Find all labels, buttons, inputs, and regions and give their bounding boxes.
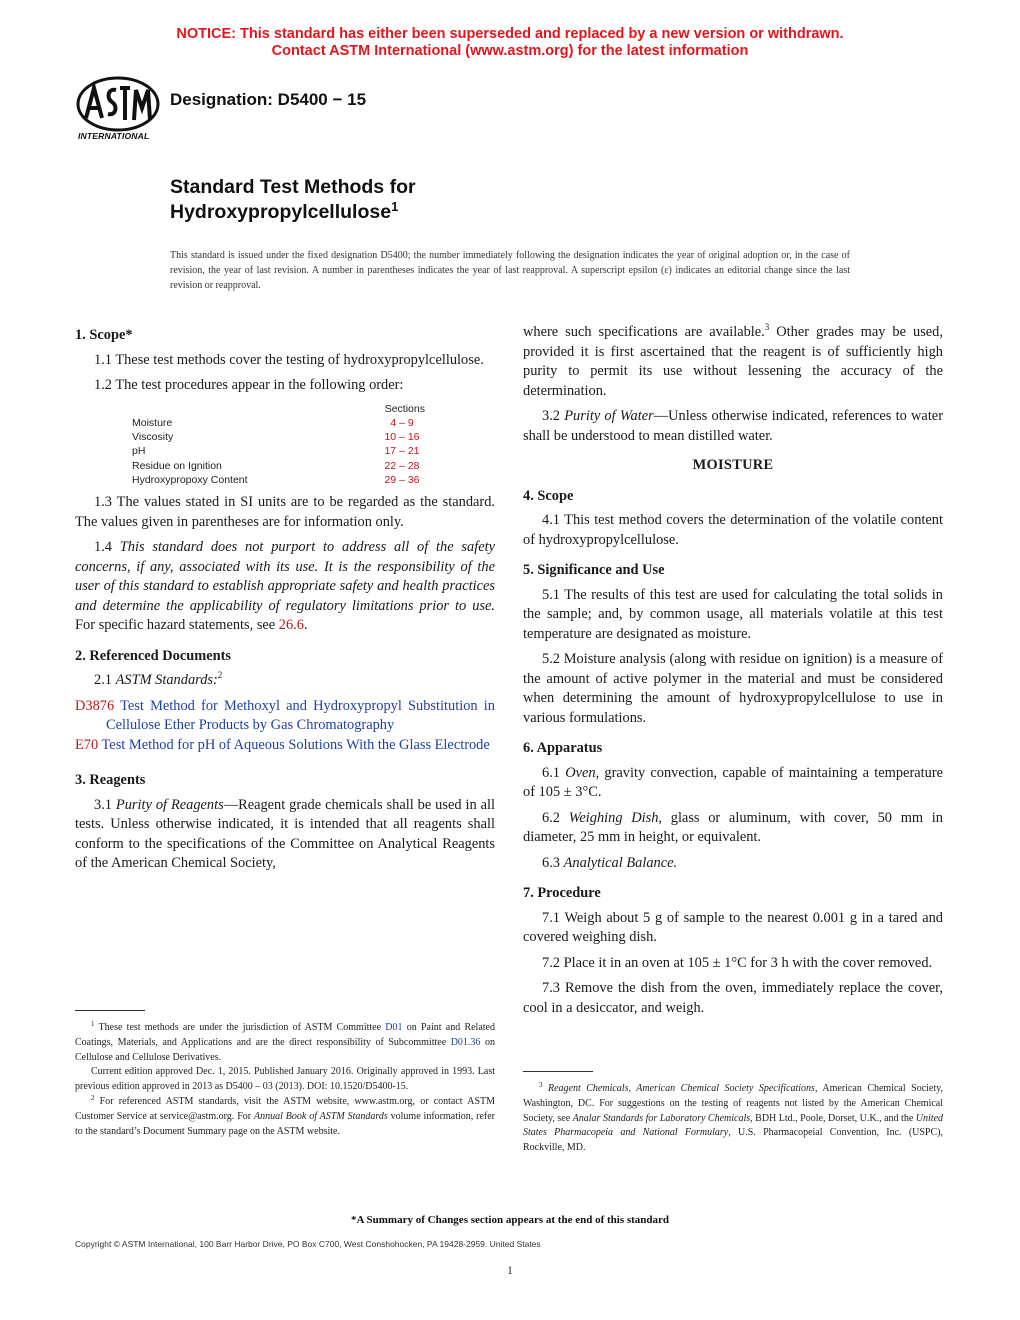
ref-e70-link[interactable]: E70 bbox=[75, 736, 99, 753]
para-2-1: 2.1 ASTM Standards:$^2$ bbox=[94, 670, 223, 689]
ref-d3876-link[interactable]: D3876 bbox=[75, 697, 115, 714]
section-7-heading: 7. Procedure bbox=[523, 885, 601, 901]
footnote-divider-right bbox=[523, 1071, 593, 1072]
section-2-heading: 2. Referenced Documents bbox=[75, 647, 231, 664]
table-row: pH 17 – 21 bbox=[132, 444, 432, 458]
footnote-1: $^1$ These test methods are under the jurisdiction of ASTM Committee D01 on Paint and Related Coatings, Materials, and Applications and are the direct responsibility of Subcommittee D01.36 on Cellulose and Cellulose Derivatives. bbox=[75, 1020, 496, 1063]
designation: Designation: D5400 − 15 bbox=[170, 90, 367, 109]
para-3-1-continued: where such specifications are available.$^3$ Other grades may be used, provided it is first ascertained that the reagent is of sufficiently high purity to permit its use without lessening the accuracy of the determination. bbox=[523, 322, 943, 399]
para-3-2: 3.2 Purity of Water—Unless otherwise indicated, references to water shall be understood to mean distilled water. bbox=[523, 408, 943, 444]
footnotes-right bbox=[523, 1082, 943, 1156]
ref-e70-title[interactable]: Test Method for pH of Aqueous Solutions With the Glass Electrode bbox=[98, 736, 490, 753]
committee-d01-link[interactable]: D01 bbox=[385, 1022, 403, 1033]
section-link[interactable]: 29 – 36 bbox=[384, 473, 420, 486]
summary-of-changes-note: *A Summary of Changes section appears at the end of this standard bbox=[350, 1214, 670, 1226]
subcommittee-d01-36-link[interactable]: D01.36 bbox=[450, 1036, 481, 1048]
reference-d3876 bbox=[75, 697, 495, 736]
section-link[interactable]: 4 – 9 bbox=[390, 416, 414, 429]
para-7-3: 7.3 Remove the dish from the oven, immediately replace the cover, cool in a desiccator, and weigh. bbox=[523, 980, 943, 1016]
right-column bbox=[523, 322, 943, 1024]
title-footnote-ref[interactable]: 1 bbox=[391, 199, 399, 214]
para-4-1: 4.1 This test method covers the determination of the volatile content of hydroxypropylcellulose. bbox=[523, 512, 943, 548]
section-1-heading: 1. Scope* bbox=[75, 327, 133, 343]
footnote-ref-3[interactable]: 3 bbox=[764, 322, 770, 332]
table-row: Viscosity 10 – 16 bbox=[132, 430, 432, 444]
document-title bbox=[170, 175, 416, 225]
para-1-4: 1.4 This standard does not purport to address all of the safety concerns, if any, associated with its use. It is the responsibility of the user of this standard to establish appropriate safety and health practices and determine the applicability of regulatory limitations prior to use. For specific hazard statements, see 26.6. bbox=[75, 539, 495, 634]
moisture-heading: MOISTURE bbox=[692, 457, 774, 473]
footnote-ref-2[interactable]: 2 bbox=[217, 670, 223, 681]
para-6-3: 6.3 Analytical Balance. bbox=[542, 854, 678, 871]
hazard-link[interactable]: 26.6 bbox=[278, 617, 304, 634]
reference-e70 bbox=[75, 736, 495, 756]
section-3-heading: 3. Reagents bbox=[75, 772, 146, 789]
footnote-divider-left bbox=[75, 1010, 145, 1011]
footnote-2: $^2$ For referenced ASTM standards, visit the ASTM website, www.astm.org, or contact ASTM Customer Service at service@astm.org. For Annual Book of ASTM Standards volume information, refer to the standard’s Document Summary page on the ASTM website. bbox=[75, 1093, 495, 1137]
notice-line-2: Contact ASTM International (www.astm.org) for the latest information bbox=[271, 43, 749, 59]
page-number: 1 bbox=[507, 1263, 513, 1277]
section-link[interactable]: 17 – 21 bbox=[384, 445, 420, 458]
ref-d3876-title[interactable]: Test Method for Methoxyl and Hydroxypropyl Substitution in Cellulose Ether Products by Gas Chromatography bbox=[106, 697, 495, 734]
para-6-1: 6.1 Oven, gravity convection, capable of maintaining a temperature of 105 ± 3°C. bbox=[523, 764, 943, 800]
section-5-heading: 5. Significance and Use bbox=[523, 562, 665, 578]
title-line-1: Standard Test Methods for bbox=[170, 176, 416, 198]
footnotes-left bbox=[75, 1021, 495, 1139]
left-column bbox=[75, 322, 495, 880]
footnote-3: $^3$ Reagent Chemicals, American Chemical Society Specifications, American Chemical Society, Washington, DC. For suggestions on the testing of reagents not listed by the American Chemical Society, see Analar Standards for Laboratory Chemicals, BDH Ltd., Poole, Dorset, U.K., and the United States Pharmacopeia and National Formulary, U.S. Pharmacopeial Convention, Inc. (USPC), Rockville, MD. bbox=[523, 1081, 944, 1154]
preamble: This standard is issued under the fixed designation D5400; the number immediately following the designation indicates the year of original adoption or, in the case of revision, the year of last revision. A number in parentheses indicates the year of last reapproval. A superscript epsilon (ε) indicates an editorial change since the last revision or reapproval. bbox=[170, 250, 850, 291]
para-5-2: 5.2 Moisture analysis (along with residue on ignition) is a measure of the amount of active polymer in the material and must be considered when determining the amount of hydroxypropylcellulose to use in various formulations. bbox=[523, 651, 943, 726]
para-1-1: 1.1 These test methods cover the testing of hydroxypropylcellulose. bbox=[94, 351, 484, 368]
para-1-2: 1.2 The test procedures appear in the following order: bbox=[94, 377, 404, 393]
copyright-line: Copyright © ASTM International, 100 Barr Harbor Drive, PO Box C700, West Conshohocken, PA 19428-2959. United States bbox=[75, 1239, 541, 1249]
para-5-1: 5.1 The results of this test are used for calculating the total solids in the sample; and, by common usage, all materials volatile at this test temperature are designated as moisture. bbox=[523, 586, 943, 642]
sections-table bbox=[132, 402, 432, 488]
footnote-1-continued: Current edition approved Dec. 1, 2015. Published January 2016. Originally approved in 1993. Last previous edition approved in 2013 as D5400 – 03 (2013). DOI: 10.1520/D5400-15. bbox=[75, 1066, 495, 1093]
section-link[interactable]: 22 – 28 bbox=[384, 459, 420, 472]
astm-emblem-icon bbox=[72, 76, 164, 132]
section-6-heading: 6. Apparatus bbox=[523, 740, 603, 756]
sections-header: Sections bbox=[384, 402, 425, 415]
notice-line-1: NOTICE: This standard has either been superseded and replaced by a new version or withdrawn. bbox=[176, 26, 844, 42]
para-7-2: 7.2 Place it in an oven at 105 ± 1°C for 3 h with the cover removed. bbox=[542, 954, 933, 971]
para-3-1: 3.1 Purity of Reagents—Reagent grade chemicals shall be used in all tests. Unless otherwise indicated, it is intended that all reagents shall conform to the specifications of the Committee on Analytical Reagents of the American Chemical Society, bbox=[75, 796, 495, 872]
logo-international-text: INTERNATIONAL bbox=[78, 131, 150, 141]
title-line-2: Hydroxypropylcellulose$^1$ bbox=[170, 199, 399, 223]
para-7-1: 7.1 Weigh about 5 g of sample to the nearest 0.001 g in a tared and covered weighing dish. bbox=[523, 909, 943, 945]
para-1-3: 1.3 The values stated in SI units are to be regarded as the standard. The values given in parentheses are for information only. bbox=[75, 494, 495, 530]
table-row: Residue on Ignition 22 – 28 bbox=[132, 459, 432, 473]
notice-banner bbox=[0, 26, 1020, 60]
table-row: Hydroxypropoxy Content 29 – 36 bbox=[132, 473, 432, 487]
section-4-heading: 4. Scope bbox=[523, 487, 574, 504]
para-6-2: 6.2 Weighing Dish, glass or aluminum, with cover, 50 mm in diameter, 25 mm in height, or equivalent. bbox=[523, 809, 943, 845]
section-link[interactable]: 10 – 16 bbox=[384, 431, 420, 444]
table-row: Moisture 4 – 9 bbox=[132, 416, 432, 430]
